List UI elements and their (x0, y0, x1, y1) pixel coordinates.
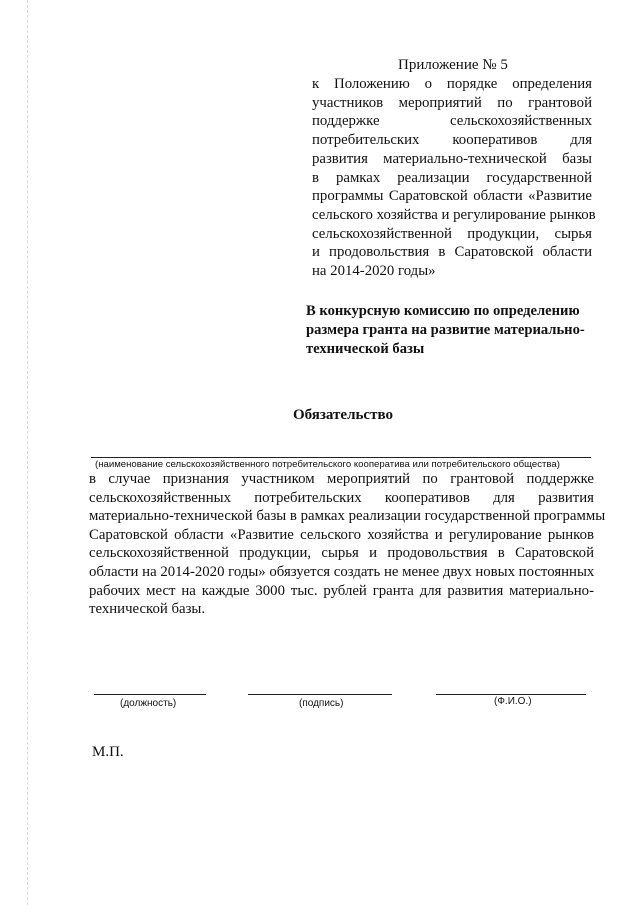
full-name-signature-line (436, 694, 586, 695)
position-caption: (должность) (120, 698, 177, 709)
appendix-title: Приложение № 5 (398, 57, 508, 73)
document-title: Обязательство (293, 407, 393, 423)
appendix-ref-line: потребительских кооперативов для (312, 132, 592, 149)
signature-caption: (подпись) (299, 698, 344, 709)
body-line: в случае признания участником мероприятий по грантовой поддержке (89, 471, 594, 487)
appendix-ref-line: в рамках реализации государственной (312, 169, 592, 186)
body-line: материально-технической базы в рамках реализации государственной программы (89, 508, 606, 525)
body-line: Саратовской области «Развитие сельского хозяйства и регулирование рынков (89, 526, 594, 543)
full-name-caption: (Ф.И.О.) (494, 696, 532, 707)
appendix-ref-line: сельскохозяйственной продукции, сырья (312, 225, 592, 242)
appendix-reference (312, 75, 596, 281)
body-line: сельскохозяйственной продукции, сырья и продовольствия в Саратовской (89, 545, 594, 562)
organization-name-field-line (91, 457, 591, 458)
addressee-line: В конкурсную комиссию по определению (306, 303, 580, 319)
body-line: области на 2014-2020 годы» обязуется создать не менее двух новых постоянных (89, 563, 595, 580)
body-line: сельскохозяйственных потребительских кооперативов для развития (89, 489, 594, 506)
appendix-ref-line: на 2014-2020 годы» (312, 263, 436, 280)
appendix-ref-line: поддержке сельскохозяйственных (312, 113, 592, 130)
appendix-ref-line: программы Саратовской области «Развитие (312, 188, 592, 205)
obligation-body (89, 470, 606, 619)
body-line: технической базы. (89, 601, 206, 618)
appendix-ref-line: к Положению о порядке определения (312, 76, 592, 92)
position-signature-line (94, 694, 206, 695)
appendix-ref-line: развития материально-технической базы (312, 150, 592, 167)
organization-name-caption: (наименование сельскохозяйственного потребительского кооператива или потребительского общества) (95, 459, 560, 470)
addressee-line: размера гранта на развитие материально- (306, 322, 585, 338)
signature-line (248, 694, 392, 695)
addressee-block (306, 302, 606, 359)
appendix-ref-line: сельского хозяйства и регулирование рынков (312, 206, 596, 223)
stamp-placeholder: М.П. (92, 744, 124, 760)
addressee-line: технической базы (306, 341, 425, 357)
appendix-ref-line: участников мероприятий по грантовой (312, 94, 592, 111)
body-line: рабочих мест на каждые 3000 тыс. рублей гранта для развития материально- (89, 582, 594, 599)
scan-edge-mark (27, 0, 28, 905)
appendix-ref-line: и продовольствия в Саратовской области (312, 244, 592, 261)
